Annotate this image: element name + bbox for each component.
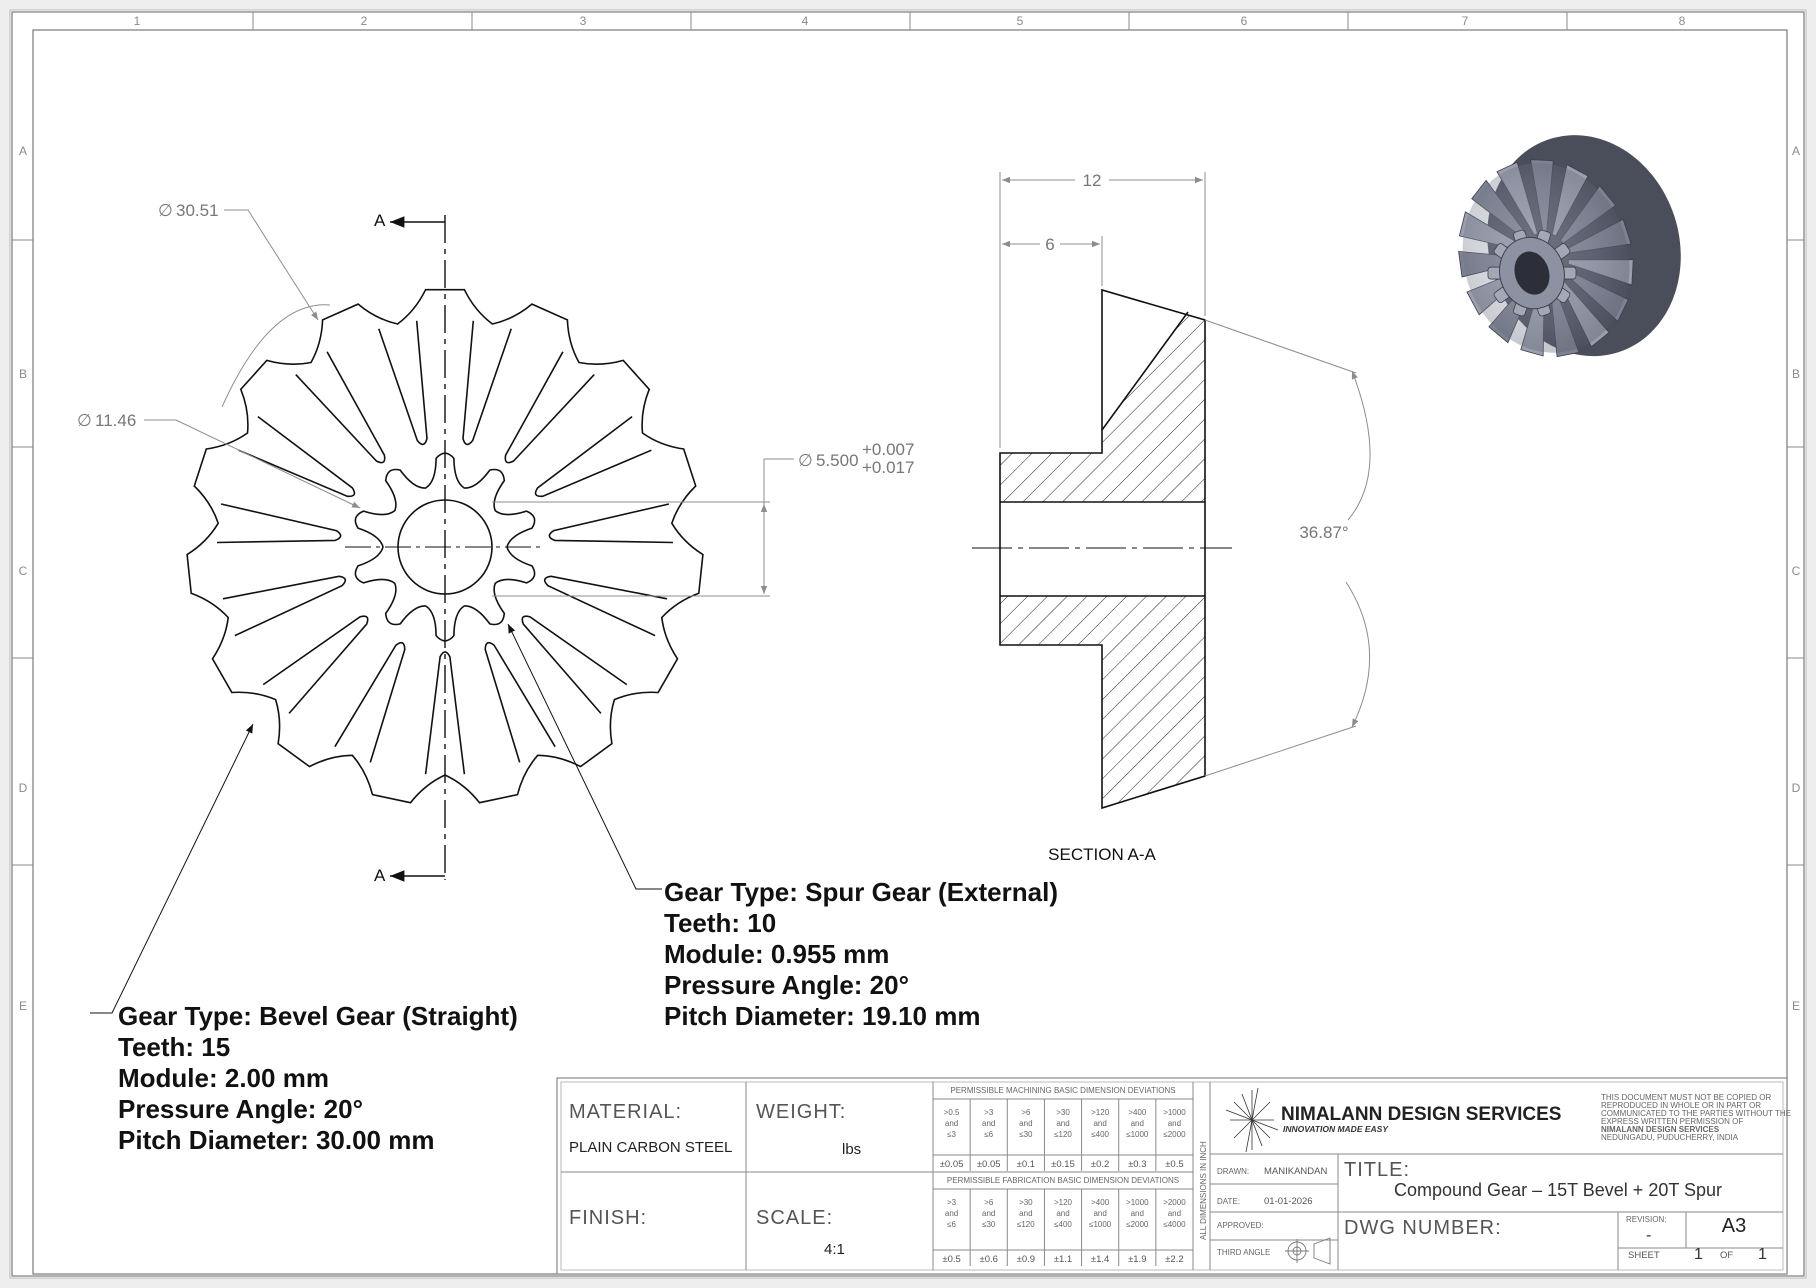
bevel-note-module: Module: 2.00 mm <box>118 1063 329 1093</box>
inner-diameter-symbol: ∅ <box>77 411 92 430</box>
outer-diameter-value: 30.51 <box>176 201 219 220</box>
scale-label: SCALE: <box>756 1207 834 1229</box>
zone-row-d-right: D <box>1791 781 1801 795</box>
fabrication-range-2: and <box>1019 1209 1033 1218</box>
fabrication-range-0: and <box>944 1209 959 1218</box>
fabrication-range-5: >1000 <box>1126 1198 1149 1207</box>
machining-range-0: ≤3 <box>947 1130 956 1139</box>
machining-range-5: ≤1000 <box>1126 1130 1149 1139</box>
zone-row-c-right: C <box>1791 564 1801 578</box>
sheet-size: A3 <box>1721 1215 1747 1237</box>
machining-range-1: >3 <box>984 1108 994 1117</box>
machining-range-2: and <box>1019 1119 1033 1128</box>
fabrication-range-1: ≤30 <box>982 1220 996 1229</box>
zone-col-6: 6 <box>1240 14 1248 28</box>
zone-row-e: E <box>18 999 28 1013</box>
inner-diameter-value: 11.46 <box>95 411 137 430</box>
machining-value-0: ±0.05 <box>939 1159 964 1170</box>
revision-value: - <box>1646 1227 1652 1244</box>
fabrication-range-3: >120 <box>1053 1198 1073 1207</box>
disclaimer-line: EXPRESS WRITTEN PERMISSION OF <box>1601 1117 1744 1126</box>
fabrication-range-4: ≤1000 <box>1089 1220 1112 1229</box>
zone-row-a: A <box>18 144 28 158</box>
drawn-label: DRAWN: <box>1217 1167 1250 1176</box>
disclaimer-line: NIMALANN DESIGN SERVICES <box>1601 1125 1720 1134</box>
bevel-note-pressure: Pressure Angle: 20° <box>118 1094 363 1124</box>
fabrication-range-4: >400 <box>1091 1198 1110 1207</box>
company-name: NIMALANN DESIGN SERVICES <box>1281 1104 1562 1125</box>
disclaimer-line: COMMUNICATED TO THE PARTIES WITHOUT THE <box>1601 1109 1791 1118</box>
sheet-total: 1 <box>1758 1246 1767 1263</box>
outer-diameter-symbol: ∅ <box>158 201 173 220</box>
machining-range-4: ≤400 <box>1091 1130 1110 1139</box>
company-tagline: INNOVATION MADE EASY <box>1283 1124 1388 1134</box>
machining-table-title: PERMISSIBLE MACHINING BASIC DIMENSION DEVIATIONS <box>950 1086 1176 1095</box>
fabrication-range-2: ≤120 <box>1016 1220 1035 1229</box>
zone-row-b-right: B <box>1791 367 1801 381</box>
material-value: PLAIN CARBON STEEL <box>569 1139 733 1156</box>
bore-diameter-value: 5.500 <box>816 451 859 470</box>
machining-range-2: ≤30 <box>1019 1130 1033 1139</box>
scale-value: 4:1 <box>824 1241 845 1258</box>
date-value: 01-01-2026 <box>1264 1196 1313 1207</box>
bore-diameter-symbol: ∅ <box>798 451 813 470</box>
machining-value-5: ±0.3 <box>1128 1159 1147 1170</box>
weight-value: lbs <box>842 1141 862 1158</box>
spur-note-teeth: Teeth: 10 <box>664 908 777 938</box>
machining-range-4: and <box>1093 1119 1107 1128</box>
fabrication-range-3: and <box>1056 1209 1070 1218</box>
machining-value-6: ±0.5 <box>1165 1159 1184 1170</box>
machining-range-6: >1000 <box>1163 1108 1186 1117</box>
fabrication-range-5: and <box>1130 1209 1144 1218</box>
title-label: TITLE: <box>1344 1159 1411 1181</box>
machining-range-1: and <box>982 1119 996 1128</box>
fabrication-value-5: ±1.9 <box>1128 1254 1147 1265</box>
fabrication-range-3: ≤400 <box>1054 1220 1072 1229</box>
bore-tolerance-upper: +0.007 <box>862 440 915 459</box>
total-length-value: 12 <box>1082 171 1102 190</box>
title-block <box>557 1078 1791 1274</box>
zone-row-c: C <box>18 564 28 578</box>
weight-label: WEIGHT: <box>756 1101 847 1123</box>
fabrication-range-6: >2000 <box>1163 1198 1186 1207</box>
zone-col-3: 3 <box>579 14 587 28</box>
zone-row-a-right: A <box>1791 144 1801 158</box>
fabrication-value-6: ±2.2 <box>1165 1254 1184 1265</box>
sheet-label: SHEET <box>1628 1250 1660 1261</box>
section-caption: SECTION A-A <box>1048 845 1156 864</box>
projection-label: THIRD ANGLE <box>1217 1248 1271 1257</box>
fabrication-range-1: and <box>982 1209 996 1218</box>
zone-col-4: 4 <box>801 14 809 28</box>
zone-row-d: D <box>18 781 28 795</box>
fabrication-range-2: >30 <box>1019 1198 1033 1207</box>
fabrication-value-4: ±1.4 <box>1090 1254 1110 1265</box>
machining-range-5: >400 <box>1128 1108 1147 1117</box>
finish-label: FINISH: <box>569 1207 648 1229</box>
fabrication-range-6: ≤4000 <box>1163 1220 1186 1229</box>
machining-range-3: ≤120 <box>1054 1130 1072 1139</box>
date-label: DATE: <box>1217 1197 1240 1206</box>
machining-value-1: ±0.05 <box>976 1159 1001 1170</box>
sheet-number: 1 <box>1694 1246 1703 1263</box>
machining-range-3: and <box>1056 1119 1070 1128</box>
fabrication-range-5: ≤2000 <box>1126 1220 1149 1229</box>
spur-note-module: Module: 0.955 mm <box>664 939 890 969</box>
zone-col-2: 2 <box>360 14 368 28</box>
units-note: ALL DIMENSIONS IN INCH <box>1199 1141 1208 1240</box>
zone-col-7: 7 <box>1461 14 1469 28</box>
machining-value-3: ±0.15 <box>1051 1159 1075 1170</box>
fabrication-value-0: ±0.5 <box>942 1254 961 1265</box>
fabrication-value-1: ±0.6 <box>979 1254 998 1265</box>
machining-value-4: ±0.2 <box>1090 1159 1110 1170</box>
material-label: MATERIAL: <box>569 1101 683 1123</box>
bevel-note-pitch: Pitch Diameter: 30.00 mm <box>118 1125 435 1155</box>
zone-row-b: B <box>18 367 28 381</box>
revision-label: REVISION: <box>1626 1215 1667 1224</box>
spur-note-pressure: Pressure Angle: 20° <box>664 970 909 1000</box>
machining-range-5: and <box>1130 1119 1144 1128</box>
fabrication-range-4: and <box>1093 1209 1107 1218</box>
spur-note-pitch: Pitch Diameter: 19.10 mm <box>664 1001 981 1031</box>
disclaimer-line: NEDUNGADU, PUDUCHERRY, INDIA <box>1601 1133 1739 1142</box>
machining-range-3: >30 <box>1056 1108 1070 1117</box>
fabrication-range-0: ≤6 <box>947 1220 956 1229</box>
drawn-value: MANIKANDAN <box>1264 1166 1328 1177</box>
fabrication-value-2: ±0.9 <box>1016 1254 1036 1265</box>
machining-range-6: and <box>1167 1119 1182 1128</box>
zone-col-1: 1 <box>133 14 141 28</box>
fabrication-range-1: >6 <box>984 1198 994 1207</box>
machining-range-4: >120 <box>1091 1108 1110 1117</box>
section-letter-bottom: A <box>374 866 386 885</box>
zone-row-e-right: E <box>1791 999 1801 1013</box>
fabrication-value-3: ±1.1 <box>1053 1254 1073 1265</box>
fabrication-table-title: PERMISSIBLE FABRICATION BASIC DIMENSION DEVIATIONS <box>946 1176 1180 1185</box>
approved-label: APPROVED: <box>1217 1221 1264 1230</box>
fabrication-range-6: and <box>1167 1209 1182 1218</box>
machining-range-6: ≤2000 <box>1163 1130 1186 1139</box>
bevel-note-type: Gear Type: Bevel Gear (Straight) <box>118 1001 518 1031</box>
machining-range-0: and <box>944 1119 959 1128</box>
machining-value-2: ±0.1 <box>1016 1159 1036 1170</box>
bore-tolerance-lower: +0.017 <box>862 458 915 477</box>
cone-angle-value: 36.87° <box>1299 523 1349 542</box>
section-letter-top: A <box>374 211 386 230</box>
disclaimer-line: REPRODUCED IN WHOLE OR IN PART OR <box>1601 1101 1762 1110</box>
machining-range-2: >6 <box>1021 1108 1031 1117</box>
of-label: OF <box>1720 1250 1734 1261</box>
zone-col-8: 8 <box>1678 14 1686 28</box>
bevel-note-teeth: Teeth: 15 <box>118 1032 231 1062</box>
dwg-number-label: DWG NUMBER: <box>1344 1217 1502 1239</box>
hub-length-value: 6 <box>1045 235 1055 254</box>
zone-col-5: 5 <box>1016 14 1024 28</box>
drawing-title: Compound Gear – 15T Bevel + 20T Spur <box>1394 1180 1723 1200</box>
machining-range-1: ≤6 <box>984 1130 994 1139</box>
fabrication-range-0: >3 <box>947 1198 957 1207</box>
disclaimer-line: THIS DOCUMENT MUST NOT BE COPIED OR <box>1601 1093 1772 1102</box>
machining-range-0: >0.5 <box>943 1108 960 1117</box>
spur-note-type: Gear Type: Spur Gear (External) <box>664 877 1058 907</box>
